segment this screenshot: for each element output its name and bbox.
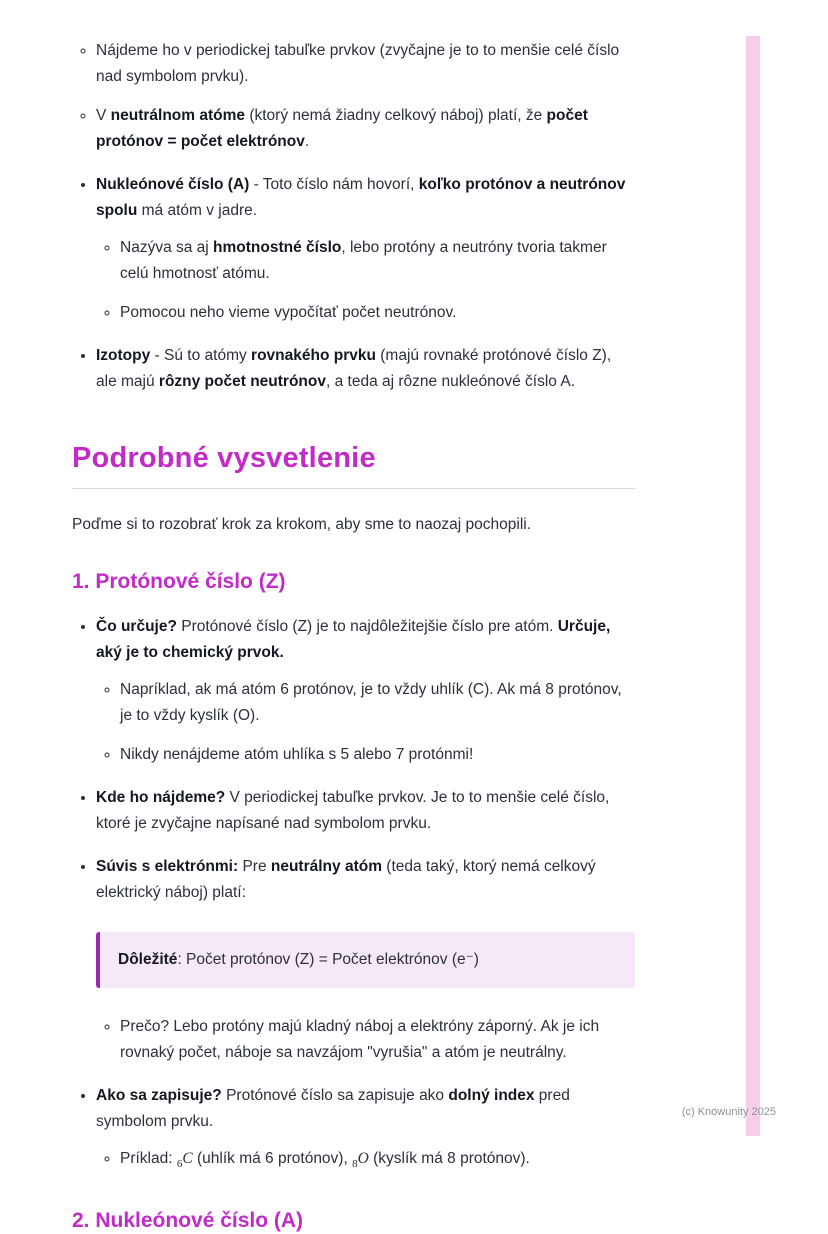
intro-sublist [72, 38, 635, 155]
bullet-item-ako [96, 1083, 635, 1177]
sub-bullet-item [120, 677, 635, 729]
math-symbol-carbon: C [182, 1150, 193, 1167]
sub-bullet-item [120, 742, 635, 768]
text-run: Príklad: [120, 1150, 177, 1167]
page-edge-stripe [746, 36, 760, 1136]
text-run: (ktorý nemá žiadny celkový náboj) platí, že [245, 107, 547, 124]
main-list [72, 172, 635, 395]
text-run: . [304, 133, 310, 150]
heading-divider [72, 488, 635, 489]
math-subscript: 6 [176, 1158, 183, 1171]
text-run: (teda taký, ktorý nemá celkový elektrický náboj) platí: [96, 858, 596, 901]
sub-bullet-item [120, 300, 635, 326]
sub-bullet-item [96, 103, 635, 155]
proton-list [72, 614, 635, 1177]
sub-bullet-item [96, 38, 635, 90]
text-run: pred symbolom prvku. [96, 1087, 570, 1130]
text-run: - Sú to atómy [150, 347, 252, 364]
text-run: Pre [238, 858, 271, 875]
text-run: Pomocou neho vieme vypočítať počet neutrónov. [120, 304, 457, 321]
bold-run: hmotnostné číslo [213, 239, 342, 256]
bullet-item-kde [96, 785, 635, 837]
bold-run: Kde ho nájdeme? [96, 789, 226, 806]
text-run: Nazýva sa aj [120, 239, 214, 256]
text-run: Prečo? Lebo protóny majú kladný náboj a elektróny záporný. Ak je ich rovnaký počet, náboje sa navzájom "vyrušia" a atóm je neutrálny. [120, 1018, 600, 1061]
text-run: (majú rovnaké protónové číslo Z), ale majú [96, 347, 612, 390]
suvis-sublist [96, 1014, 635, 1066]
text-run: V [96, 107, 111, 124]
callout-text: : Počet protónov (Z) = Počet elektrónov (e⁻) [177, 951, 479, 968]
bold-run: dolný index [448, 1087, 535, 1104]
co-urcuje-sublist [96, 677, 635, 768]
section-heading: Podrobné vysvetlenie [72, 442, 376, 474]
text-run: - Toto číslo nám hovorí, [249, 176, 419, 193]
nucleon-sublist [96, 235, 635, 326]
callout-label: Dôležité [118, 951, 178, 968]
bold-run: Určuje, aký je to chemický prvok. [96, 618, 611, 661]
bold-run: Izotopy [96, 347, 151, 364]
bold-run: neutrálny atóm [270, 858, 382, 875]
subsection-heading-proton: 1. Protónové číslo (Z) [72, 570, 286, 593]
document-content [72, 38, 635, 1234]
bullet-item-izotopy [96, 343, 635, 395]
bullet-item-co-urcuje [96, 614, 635, 768]
subsection-heading-nucleon: 2. Nukleónové číslo (A) [72, 1209, 304, 1233]
bold-run: Ako sa zapisuje? [96, 1087, 222, 1104]
text-run: Protónové číslo sa zapisuje ako [221, 1087, 449, 1104]
sub-bullet-item [120, 235, 635, 287]
sub-bullet-item [120, 1014, 635, 1066]
ako-sublist [96, 1146, 635, 1177]
text-run: Nikdy nenájdeme atóm uhlíka s 5 alebo 7 protónmi! [120, 746, 474, 763]
bold-run: Čo určuje? [96, 618, 177, 635]
math-symbol-oxygen: O [357, 1150, 369, 1167]
bullet-item-nucleon [96, 172, 635, 326]
bold-run: neutrálnom atóme [110, 107, 246, 124]
bullet-item-suvis [96, 854, 635, 1066]
bold-run: Nukleónové číslo (A) [96, 176, 250, 193]
text-run: Nájdeme ho v periodickej tabuľke prvkov (zvyčajne je to to menšie celé číslo nad symbolom prvku). [96, 42, 620, 85]
text-run: Napríklad, ak má atóm 6 protónov, je to vždy uhlík (C). Ak má 8 protónov, je to vždy kyslík (O). [120, 681, 622, 724]
text-run: (uhlík má 6 protónov), [192, 1150, 353, 1167]
text-run: , lebo protóny a neutróny tvoria takmer celú hmotnosť atómu. [120, 239, 607, 282]
bold-run: rovnakého prvku [251, 347, 376, 364]
text-run: Protónové číslo (Z) je to najdôležitejšie číslo pre atóm. [176, 618, 558, 635]
text-run: má atóm v jadre. [137, 202, 258, 219]
bold-run: počet protónov = počet elektrónov [96, 107, 588, 150]
sub-bullet-item-priklad [120, 1146, 635, 1177]
bold-run: koľko protónov a neutrónov spolu [96, 176, 626, 219]
footer-credit: (c) Knowunity 2025 [681, 1106, 776, 1118]
bold-run: Súvis s elektrónmi: [96, 858, 239, 875]
text-run: , a teda aj rôzne nukleónové číslo A. [325, 373, 576, 390]
math-subscript: 8 [352, 1158, 358, 1171]
text-run: (kyslík má 8 protónov). [368, 1150, 530, 1167]
bold-run: rôzny počet neutrónov [158, 373, 326, 390]
lead-paragraph: Poďme si to rozobrať krok za krokom, aby sme to naozaj pochopili. [72, 516, 532, 533]
important-callout [96, 932, 635, 988]
text-run: V periodickej tabuľke prvkov. Je to to menšie celé číslo, ktoré je zvyčajne napísané nad symbolom prvku. [96, 789, 610, 832]
